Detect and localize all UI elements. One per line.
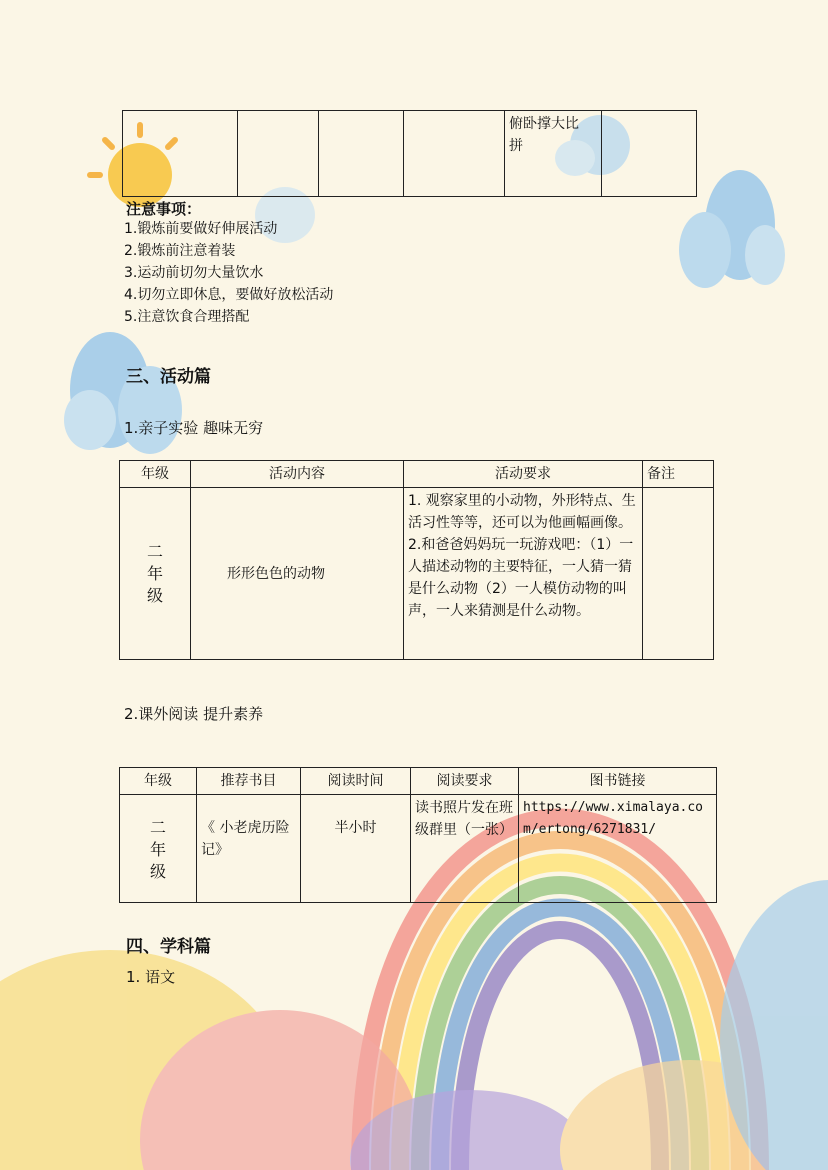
table-cell: [602, 111, 697, 197]
activity-content: 形形色色的动物: [227, 565, 325, 582]
table-header: [411, 768, 519, 795]
notes-item: 2.锻炼前注意着装: [124, 243, 236, 259]
header-requirement: 阅读要求: [436, 773, 493, 789]
header-grade: 年级: [141, 466, 169, 482]
table-cell: [238, 111, 319, 197]
reading-requirement: 读书照片发在班级群里（一张）: [415, 800, 513, 838]
table-cell: [505, 111, 602, 197]
link-cell: [519, 795, 717, 903]
activity-table: [119, 460, 714, 660]
notes-item: 4.切勿立即休息，要做好放松活动: [124, 287, 334, 303]
grade-char: 二: [149, 818, 166, 837]
table-header: [197, 768, 301, 795]
table-header: [643, 461, 714, 488]
header-requirements: 活动要求: [495, 466, 551, 482]
table-row: [120, 795, 717, 903]
header-content: 活动内容: [269, 466, 325, 482]
table-header: [404, 461, 643, 488]
grade-char: 级: [149, 862, 166, 881]
header-link: 图书链接: [589, 773, 646, 789]
exercise-table-fragment: [122, 110, 697, 197]
grade-char: 年: [149, 840, 166, 859]
time-cell: [301, 795, 411, 903]
book-title: 《 小老虎历险记》: [201, 820, 290, 858]
exercise-activity-text: 俯卧撑大比拼: [509, 116, 579, 154]
header-books: 推荐书目: [220, 773, 277, 789]
subsection-title: 2.课外阅读 提升素养: [124, 705, 264, 723]
table-row: [120, 488, 714, 660]
activity-requirements: 1. 观察家里的小动物，外形特点、生活习性等等，还可以为他画幅画像。 2.和爸爸妈妈玩一玩游戏吧：（1）一人描述动物的主要特征，一人猜一猜是什么动物（2）一人模仿动物的叫声，一人来猜测是什么动物。: [408, 493, 636, 619]
header-time: 阅读时间: [327, 773, 384, 789]
section-title: 三、活动篇: [126, 367, 211, 387]
header-remarks: 备注: [647, 466, 675, 482]
section-title: 四、学科篇: [126, 937, 211, 957]
table-header: [120, 461, 191, 488]
grade-char: 二: [146, 541, 163, 561]
book-cell: [197, 795, 301, 903]
book-link[interactable]: https://www.ximalaya.com/ertong/6271831/: [523, 800, 704, 837]
content-cell: [191, 488, 404, 660]
notes-item: 3.运动前切勿大量饮水: [124, 265, 264, 281]
remarks-cell: [643, 488, 714, 660]
header-grade: 年级: [144, 773, 172, 789]
notes-item: 5.注意饮食合理搭配: [124, 309, 250, 325]
grade-cell: [120, 795, 197, 903]
subsection-title: 1. 语文: [126, 968, 176, 986]
requirements-cell: [404, 488, 643, 660]
table-header: [301, 768, 411, 795]
grade-cell: [120, 488, 191, 660]
reading-table: [119, 767, 717, 903]
table-header: [120, 768, 197, 795]
reading-time: 半小时: [334, 820, 377, 836]
table-header: [519, 768, 717, 795]
table-cell: [123, 111, 238, 197]
requirement-cell: [411, 795, 519, 903]
activity-remarks: [643, 488, 713, 492]
table-cell: [404, 111, 505, 197]
table-header: [191, 461, 404, 488]
table-cell: [319, 111, 404, 197]
grade-char: 年: [146, 563, 163, 583]
grade-char: 级: [146, 585, 163, 605]
subsection-title: 1.亲子实验 趣味无穷: [124, 419, 264, 437]
notes-title: 注意事项：: [126, 200, 202, 218]
notes-item: 1.锻炼前要做好伸展活动: [124, 221, 278, 237]
